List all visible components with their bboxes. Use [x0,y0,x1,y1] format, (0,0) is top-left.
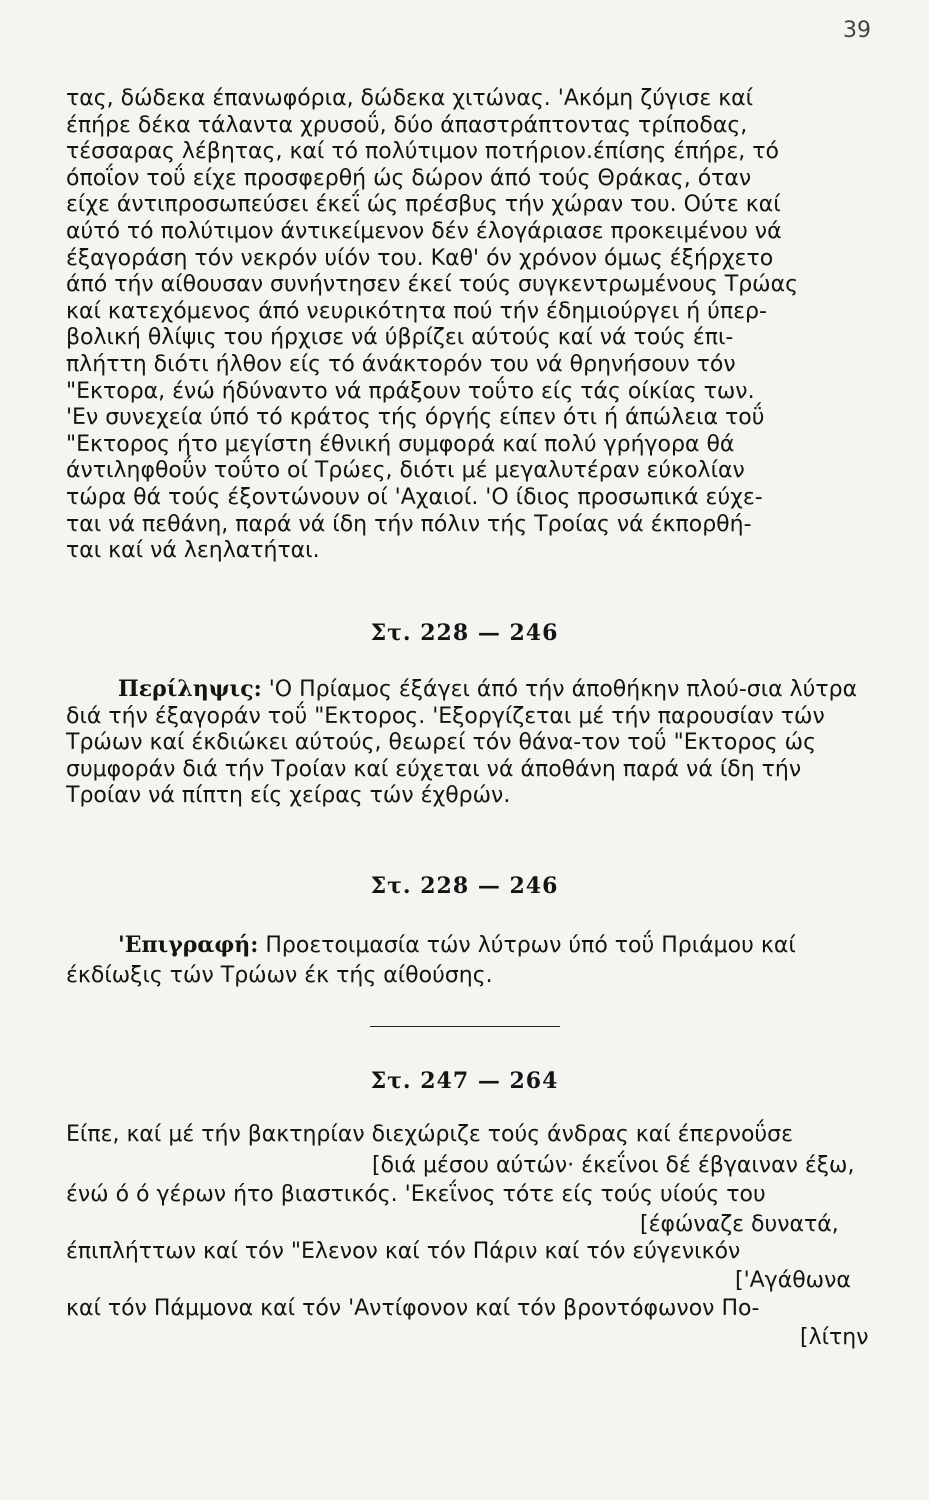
verse-line: ένώ ό ό γέρων ήτο βιαστικός. 'Εκεΐνος τότε είς τούς υίούς του [66,1182,766,1207]
inscription-text: Προετοιμασία τών λύτρων ύπό τοΰ Πριάμου καί έκδίωξις τών Τρώων έκ τής αίθούσης. [66,933,796,988]
summary-text: 'Ο Πρίαμος έξάγει άπό τήν άποθήκην πλού-σια λύτρα διά τήν έξαγοράν τοΰ "Εκτορος. 'Εξοργίζεται μέ τήν παρουσίαν τών Τρώων καί έκδιώκει αύτούς, θεωρεί τόν θάνα-τον τοΰ "Εκτορος ώς συμφοράν διά τήν Τροίαν καί εύχεται νά άποθάνη παρά νά ίδη τήν Τροίαν νά πίπτη είς χείρας τών έχθρών. [66,677,858,809]
text-line: ται νά πεθάνη, παρά νά ίδη τήν πόλιν τής Τροίας νά έκπορθή- [66,511,752,537]
inscription-paragraph [66,930,874,991]
text-line: 'Εν συνεχεία ύπό τό κράτος τής όργής είπεν ότι ή άπώλεια τοΰ [66,405,765,431]
text-line: όποΐον τοΰ είχε προσφερθή ώς δώρον άπό τούς Θράκας, όταν [66,165,752,191]
verse-line: καί τόν Πάμμονα καί τόν 'Αντίφονον καί τόν βροντόφωνον Πο- [66,1296,760,1321]
text-line: άπό τήν αίθουσαν συνήντησεν έκεί τούς συγκεντρωμένους Τρώας [66,272,799,298]
summary-label: Περίληψις: [118,676,262,702]
verse-line: Είπε, καί μέ τήν βακτηρίαν διεχώριζε τούς άνδρας καί έπερνοΰσε [66,1122,793,1147]
text-line: "Εκτορος ήτο μεγίστη έθνική συμφορά καί πολύ γρήγορα θά [66,431,735,457]
verse-continuation: [διά μέσου αύτών· έκεΐνοι δέ έβγαιναν έξω, [372,1153,855,1178]
text-line: είχε άντιπροσωπεύσει έκεΐ ώς πρέσβυς τήν χώραν του. Ούτε καί [66,192,781,218]
text-line: έξαγοράση τόν νεκρόν υίόν του. Καθ' όν χρόνον όμως έξήρχετο [66,245,774,271]
summary-paragraph [66,676,874,810]
body-paragraph [66,86,874,565]
section-heading-3: Στ. 247 — 264 [370,1068,559,1094]
text-line: αύτό τό πολύτιμον άντικείμενον δέν έλογάριασε προκειμένου νά [66,218,782,244]
section-heading-1: Στ. 228 — 246 [370,620,559,646]
text-line: καί κατεχόμενος άπό νευρικότητα πού τήν έδημιούργει ή ύπερ- [66,298,767,324]
page-number: 39 [843,18,871,43]
text-line: τέσσαρας λέβητας, καί τό πολύτιμον ποτήριον.έπίσης έπήρε, τό [66,139,779,165]
text-line: βολική θλίψις του ήρχισε νά ύβρίζει αύτούς καί νά τούς έπι- [66,325,734,351]
inscription-label: 'Επιγραφή: [118,932,259,958]
text-line: άντιληφθοΰν τοΰτο οί Τρώες, διότι μέ μεγαλυτέραν εύκολίαν [66,458,745,484]
text-line: τας, δώδεκα έπανωφόρια, δώδεκα χιτώνας. 'Ακόμη ζύγισε καί [66,86,754,111]
text-line: πλήττη διότι ήλθον είς τό άνάκτορόν του νά θρηνήσουν τόν [66,351,736,377]
verse-continuation: ['Αγάθωνα [735,1268,851,1293]
text-line: ται καί νά λεηλατήται. [66,538,320,564]
verse-continuation: [έφώναζε δυνατά, [640,1212,839,1237]
verse-line: έπιπλήττων καί τόν "Ελενον καί τόν Πάριν καί τόν εύγενικόν [66,1239,741,1264]
section-divider [370,1026,560,1027]
verse-continuation: [λίτην [800,1325,869,1350]
section-heading-2: Στ. 228 — 246 [370,873,559,899]
text-line: "Εκτορα, ένώ ήδύναντο νά πράξουν τοΰτο είς τάς οίκίας των. [66,378,755,404]
text-line: έπήρε δέκα τάλαντα χρυσοΰ, δύο άπαστράπτοντας τρίποδας, [66,112,748,138]
text-line: τώρα θά τούς έξοντώνουν οί 'Αχαιοί. 'Ο ίδιος προσωπικά εύχε- [66,484,763,510]
